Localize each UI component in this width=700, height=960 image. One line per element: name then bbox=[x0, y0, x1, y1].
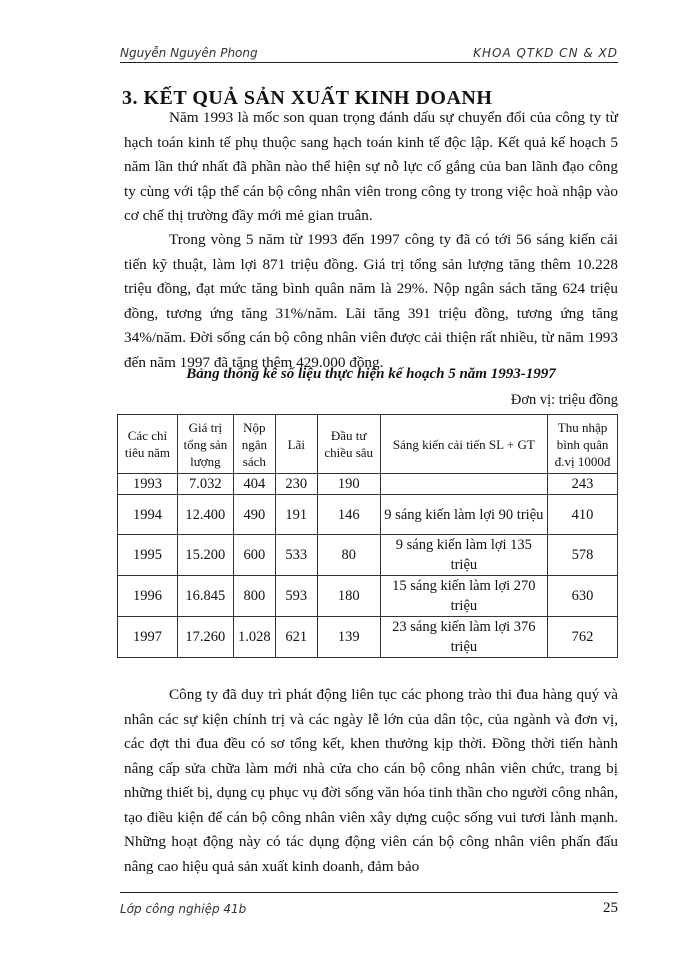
table-cell: 600 bbox=[233, 535, 275, 576]
table-cell: 17.260 bbox=[177, 617, 233, 658]
table-cell: 1994 bbox=[118, 495, 178, 535]
footer-divider bbox=[120, 892, 618, 893]
table-cell: 190 bbox=[317, 474, 380, 495]
table-cell: 15.200 bbox=[177, 535, 233, 576]
footer-class: Lớp công nghiệp 41b bbox=[120, 902, 247, 916]
table-unit: Đơn vị: triệu đồng bbox=[510, 392, 618, 408]
table-cell: 146 bbox=[317, 495, 380, 535]
table-cell: 630 bbox=[548, 576, 618, 617]
table-cell: 762 bbox=[548, 617, 618, 658]
table-cell: 12.400 bbox=[177, 495, 233, 535]
table-row bbox=[118, 495, 618, 535]
table-cell: 593 bbox=[275, 576, 317, 617]
table-cell: 7.032 bbox=[177, 474, 233, 495]
table-cell: 1995 bbox=[118, 535, 178, 576]
header-cell: Đầu tư chiều sâu bbox=[317, 415, 380, 474]
table-cell: 15 sáng kiến làm lợi 270 triệu bbox=[380, 576, 547, 617]
table-cell: 230 bbox=[275, 474, 317, 495]
paragraph-intro: Năm 1993 là mốc son quan trọng đánh dấu sự chuyển đổi của công ty từ hạch toán kinh tế phụ thuộc sang hạch toán kinh tế độc lập. Kết quả kế hoạch 5 năm lần thứ nhất đã phần nào thể hiện sự nỗ lực cố gắng của ban lãnh đạo công ty cùng với tập thể cán bộ công nhân viên trong công ty trong việc hoà nhập vào cơ chế thị trường đầy mới mẻ gian truân. bbox=[124, 109, 618, 224]
table-cell: 16.845 bbox=[177, 576, 233, 617]
header-department: KHOA QTKD CN & XD bbox=[473, 46, 618, 60]
table-header-row bbox=[118, 415, 618, 474]
header-author: Nguyễn Nguyên Phong bbox=[120, 46, 258, 60]
table-cell bbox=[380, 474, 547, 495]
table-row bbox=[118, 617, 618, 658]
table-cell: 80 bbox=[317, 535, 380, 576]
table-cell: 410 bbox=[548, 495, 618, 535]
table-row bbox=[118, 576, 618, 617]
page-header bbox=[120, 40, 618, 62]
table-cell: 1.028 bbox=[233, 617, 275, 658]
table-cell: 1996 bbox=[118, 576, 178, 617]
header-cell: Giá trị tổng sản lượng bbox=[177, 415, 233, 474]
table-cell: 23 sáng kiến làm lợi 376 triệu bbox=[380, 617, 547, 658]
table-cell: 800 bbox=[233, 576, 275, 617]
header-divider bbox=[120, 62, 618, 63]
page-footer bbox=[120, 902, 618, 922]
header-cell: Nộp ngân sách bbox=[233, 415, 275, 474]
table-cell: 180 bbox=[317, 576, 380, 617]
table-cell: 1997 bbox=[118, 617, 178, 658]
table-cell: 9 sáng kiến làm lợi 90 triệu bbox=[380, 495, 547, 535]
header-cell: Lãi bbox=[275, 415, 317, 474]
page-number: 25 bbox=[603, 900, 618, 916]
table-cell: 533 bbox=[275, 535, 317, 576]
table-row bbox=[118, 535, 618, 576]
table-cell: 191 bbox=[275, 495, 317, 535]
table-caption: Bảng thống kê số liệu thực hiện kế hoạch 5 năm 1993-1997 bbox=[186, 366, 556, 382]
header-cell: Các chỉ tiêu năm bbox=[118, 415, 178, 474]
table-cell: 490 bbox=[233, 495, 275, 535]
table-cell: 578 bbox=[548, 535, 618, 576]
table-cell: 9 sáng kiến làm lợi 135 triệu bbox=[380, 535, 547, 576]
table-cell: 404 bbox=[233, 474, 275, 495]
table-row bbox=[118, 474, 618, 495]
paragraph-results: Trong vòng 5 năm từ 1993 đến 1997 công ty đã có tới 56 sáng kiến cải tiến kỹ thuật, làm lợi 871 triệu đồng. Giá trị tổng sản lượng tăng thêm 10.228 triệu đồng, đạt mức tăng bình quân năm là 29%. Nộp ngân sách tăng 624 triệu đồng, tương ứng tăng 31%/năm. Lãi tăng 391 triệu đồng, tương ứng tăng 34%/năm. Đời sống cán bộ công nhân viên được cải thiện rất nhiều, từ năm 1993 đến năm 1997 đã tăng thêm 429.000 đồng. bbox=[124, 231, 618, 371]
table-cell: 1993 bbox=[118, 474, 178, 495]
table-cell: 621 bbox=[275, 617, 317, 658]
header-cell: Thu nhập bình quân đ.vị 1000đ bbox=[548, 415, 618, 474]
header-cell: Sáng kiến cải tiến SL + GT bbox=[380, 415, 547, 474]
table-cell: 139 bbox=[317, 617, 380, 658]
section-title: 3. KẾT QUẢ SẢN XUẤT KINH DOANH bbox=[122, 87, 493, 109]
table-cell: 243 bbox=[548, 474, 618, 495]
statistics-table bbox=[117, 414, 618, 658]
paragraph-emulation: Công ty đã duy trì phát động liên tục các phong trào thi đua hàng quý và nhân các sự kiện chính trị và các ngày lễ lớn của dân tộc, của ngành và đơn vị, các đợt thi đua đều có sơ tổng kết, khen thưởng kịp thời. Đồng thời tiến hành nâng cấp sửa chữa làm mới nhà cửa cho cán bộ công nhân viên chức, trang bị những thiết bị, dụng cụ phục vụ đời sống văn hóa tinh thần cho người công nhân, tạo điều kiện để cán bộ công nhân viên xây dựng cuộc sống vui tươi lành mạnh. Những hoạt động này có tác dụng động viên cán bộ công nhân viên phấn đấu nâng cao hiệu quả sản xuất kinh doanh, đảm bảo bbox=[124, 686, 618, 875]
